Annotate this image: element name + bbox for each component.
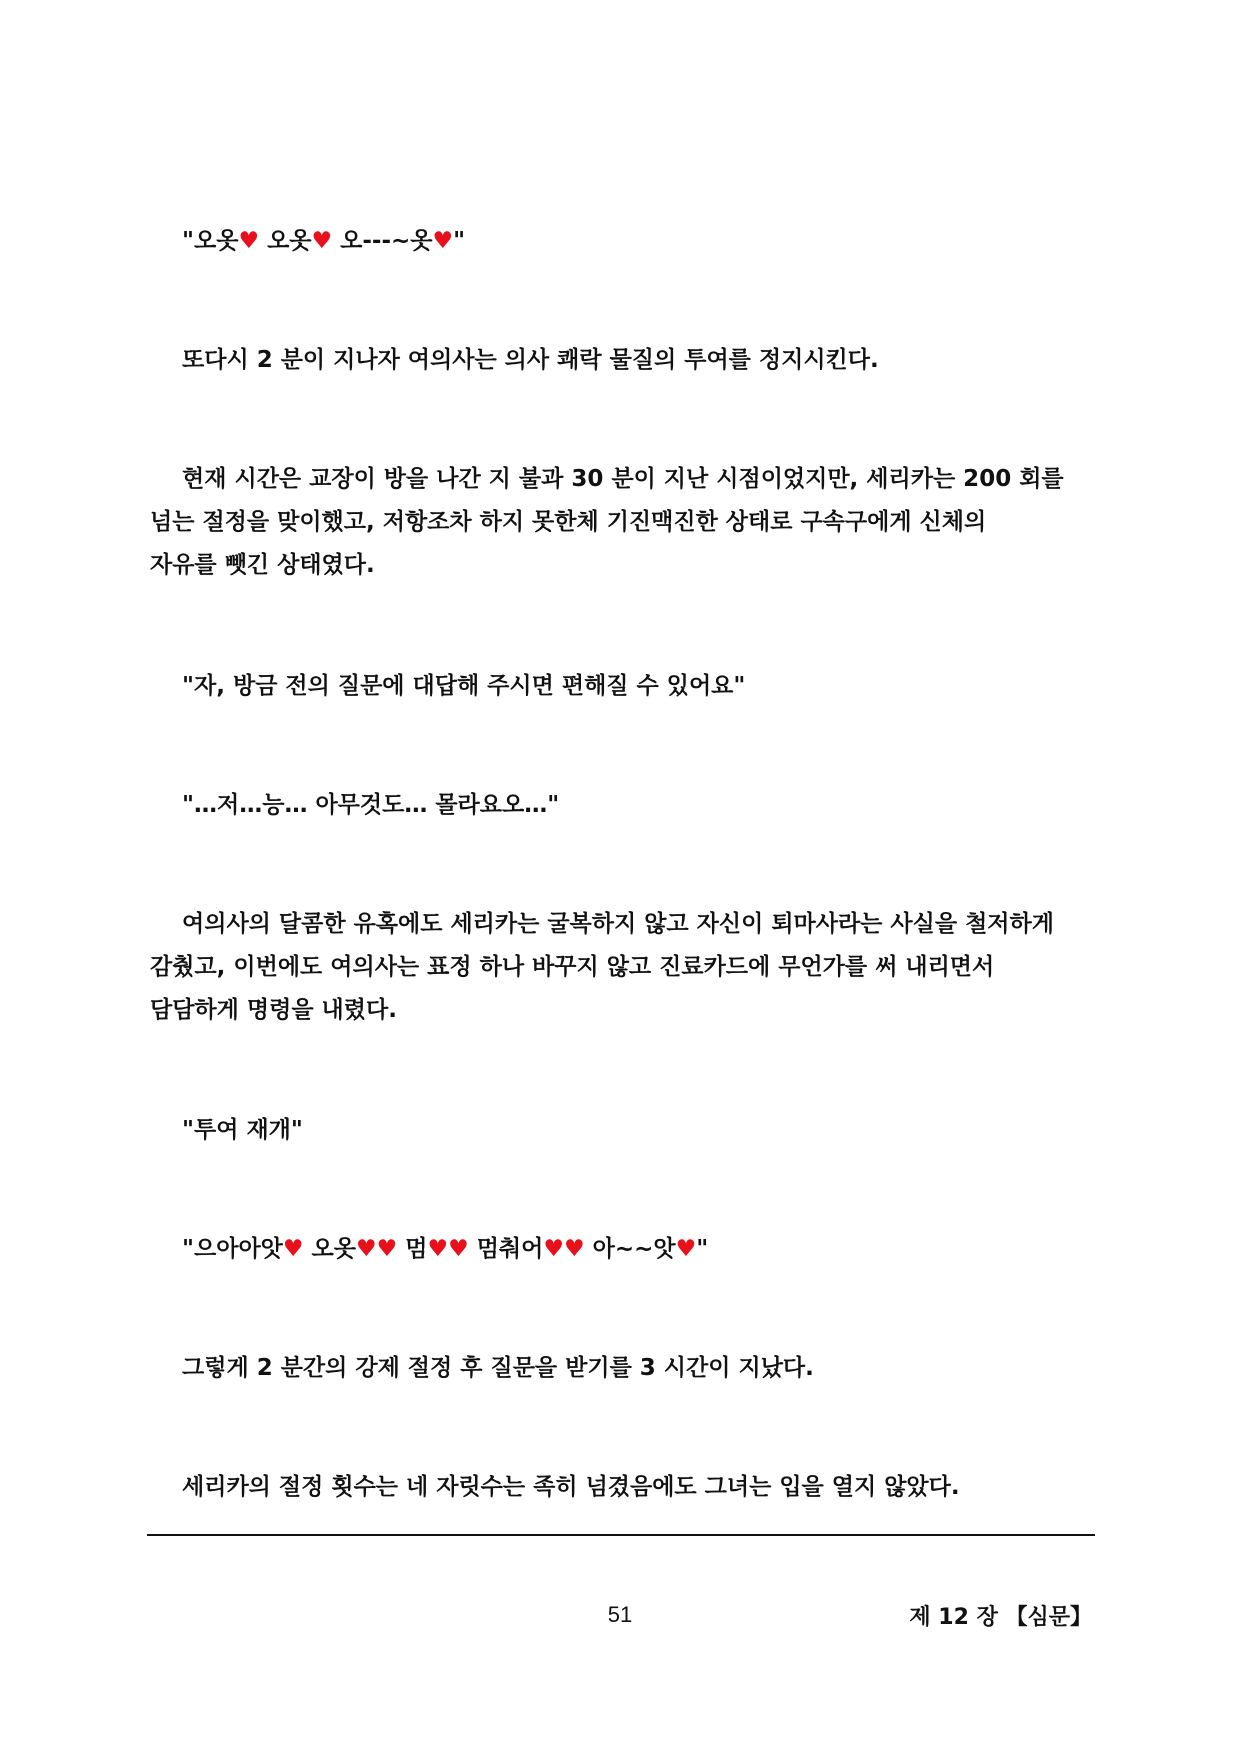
dialogue-text: "오옷 — [182, 228, 239, 254]
heart-icon: ♥♥ — [355, 1236, 398, 1262]
paragraph-2 — [150, 296, 1090, 425]
dialogue-text: 멈춰어 — [468, 1236, 544, 1262]
paragraph-5 — [150, 741, 1090, 870]
dialogue-text: "자, 방금 전의 질문에 대답해 주시면 편해질 수 있어요" — [182, 673, 746, 699]
dialogue-text: " — [696, 1236, 709, 1262]
dialogue-text: "…저…능… 아무것도… 몰라요오…" — [182, 792, 560, 818]
heart-icon: ♥ — [311, 228, 333, 254]
paragraph-9 — [150, 1304, 1090, 1433]
dialogue-text: "투여 재개" — [182, 1117, 303, 1143]
paragraph-1 — [150, 177, 1090, 306]
paragraph-6 — [150, 860, 1090, 1075]
narration-text: 현재 시간은 교장이 방을 나간 지 불과 30 분이 지난 시점이었지만, 세리카는 200 회를 넘는 절정을 맞이했고, 저항조차 하지 못한체 기진맥진한 상태로 구속구에게 신체의 자유를 뺏긴 상태였다. — [150, 466, 1064, 578]
heart-icon: ♥ — [282, 1236, 304, 1262]
heart-icon: ♥ — [238, 228, 260, 254]
heart-icon: ♥ — [675, 1236, 697, 1262]
paragraph-10 — [150, 1423, 1090, 1552]
narration-text: 또다시 2 분이 지나자 여의사는 의사 쾌락 물질의 투여를 정지시킨다. — [182, 347, 879, 373]
dialogue-text: "으아아앗 — [182, 1236, 283, 1262]
narration-text: 그렇게 2 분간의 강제 절정 후 질문을 받기를 3 시간이 지났다. — [182, 1355, 814, 1381]
heart-icon: ♥♥ — [543, 1236, 585, 1262]
heart-icon: ♥♥ — [427, 1236, 469, 1262]
dialogue-text: " — [453, 228, 466, 254]
narration-text: 세리카의 절정 횟수는 네 자릿수는 족히 넘겼음에도 그녀는 입을 열지 않았다. — [182, 1474, 960, 1500]
dialogue-text: 오---~옷 — [332, 228, 433, 254]
paragraph-7 — [150, 1066, 1090, 1195]
heart-icon: ♥ — [432, 228, 454, 254]
narration-text: 여의사의 달콤한 유혹에도 세리카는 굴복하지 않고 자신이 퇴마사라는 사실을 철저하게 감췄고, 이번에도 여의사는 표정 하나 바꾸지 않고 진료카드에 무언가를 써 내리면서 담담하게 명령을 내렸다. — [150, 911, 1054, 1023]
paragraph-8 — [150, 1185, 1090, 1314]
paragraph-3 — [150, 415, 1090, 630]
dialogue-text: 오옷 — [259, 228, 312, 254]
chapter-title: 제 12 장 【심문】 — [909, 1605, 1092, 1630]
dialogue-text: 아~~앗 — [584, 1236, 676, 1262]
page-number: 51 — [607, 1602, 633, 1627]
dialogue-text: 오옷 — [303, 1236, 356, 1262]
footer-divider — [147, 1534, 1095, 1536]
dialogue-text: 멈 — [397, 1236, 428, 1262]
paragraph-4 — [150, 622, 1090, 751]
